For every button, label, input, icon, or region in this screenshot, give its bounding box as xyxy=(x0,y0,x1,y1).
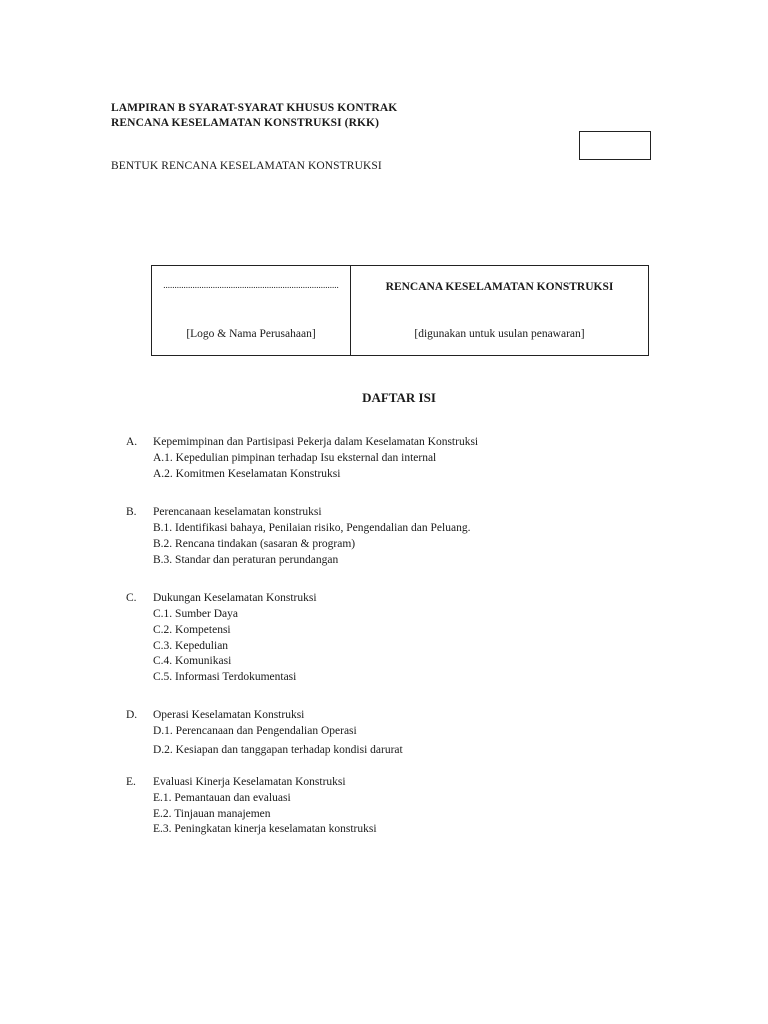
toc-section-letter: E. xyxy=(126,776,136,788)
toc-item: C.2. Kompetensi xyxy=(153,624,231,636)
toc-section-title: Kepemimpinan dan Partisipasi Pekerja dalam Keselamatan Konstruksi xyxy=(153,436,479,448)
header-line-1: LAMPIRAN B SYARAT-SYARAT KHUSUS KONTRAK xyxy=(111,102,398,114)
toc-item: D.1. Perencanaan dan Pengendalian Operasi xyxy=(153,725,357,737)
cover-table xyxy=(151,265,649,356)
company-cell xyxy=(152,266,351,355)
form-title: BENTUK RENCANA KESELAMATAN KONSTRUKSI xyxy=(111,160,382,172)
toc-section-title: Operasi Keselamatan Konstruksi xyxy=(153,709,305,721)
company-name-placeholder-line: .............................................................................. xyxy=(163,280,339,290)
toc-item: D.2. Kesiapan dan tanggapan terhadap kondisi darurat xyxy=(153,744,403,756)
toc-item: C.3. Kepedulian xyxy=(153,640,229,652)
toc-item: B.3. Standar dan peraturan perundangan xyxy=(153,554,339,566)
toc-item: B.1. Identifikasi bahaya, Penilaian risiko, Pengendalian dan Peluang. xyxy=(153,522,471,534)
toc-section-letter: D. xyxy=(126,709,138,721)
header-line-2: RENCANA KESELAMATAN KONSTRUKSI (RKK) xyxy=(111,117,380,129)
toc-item: B.2. Rencana tindakan (sasaran & program) xyxy=(153,538,356,550)
toc-title: DAFTAR ISI xyxy=(362,390,436,405)
toc-item: C.4. Komunikasi xyxy=(153,655,232,667)
toc-section-letter: A. xyxy=(126,436,138,448)
toc-item: C.5. Informasi Terdokumentasi xyxy=(153,671,297,683)
toc-item: A.2. Komitmen Keselamatan Konstruksi xyxy=(153,468,341,480)
toc-section-letter: C. xyxy=(126,592,137,604)
toc-section-title: Dukungan Keselamatan Konstruksi xyxy=(153,592,317,604)
cover-usage-label: [digunakan untuk usulan penawaran] xyxy=(414,328,585,340)
toc-item: A.1. Kepedulian pimpinan terhadap Isu eksternal dan internal xyxy=(153,452,437,464)
toc-item: E.3. Peningkatan kinerja keselamatan konstruksi xyxy=(153,823,377,835)
toc-item: E.1. Pemantauan dan evaluasi xyxy=(153,792,291,804)
company-logo-label: [Logo & Nama Perusahaan] xyxy=(186,328,316,340)
toc-item: C.1. Sumber Daya xyxy=(153,608,238,620)
toc-section-title: Evaluasi Kinerja Keselamatan Konstruksi xyxy=(153,776,346,788)
toc-item: E.2. Tinjauan manajemen xyxy=(153,808,271,820)
cover-document-title: RENCANA KESELAMATAN KONSTRUKSI xyxy=(385,281,614,293)
document-code-box xyxy=(579,131,651,160)
document-title-cell xyxy=(351,266,648,355)
toc-section-title: Perencanaan keselamatan konstruksi xyxy=(153,506,322,518)
toc-section-letter: B. xyxy=(126,506,137,518)
